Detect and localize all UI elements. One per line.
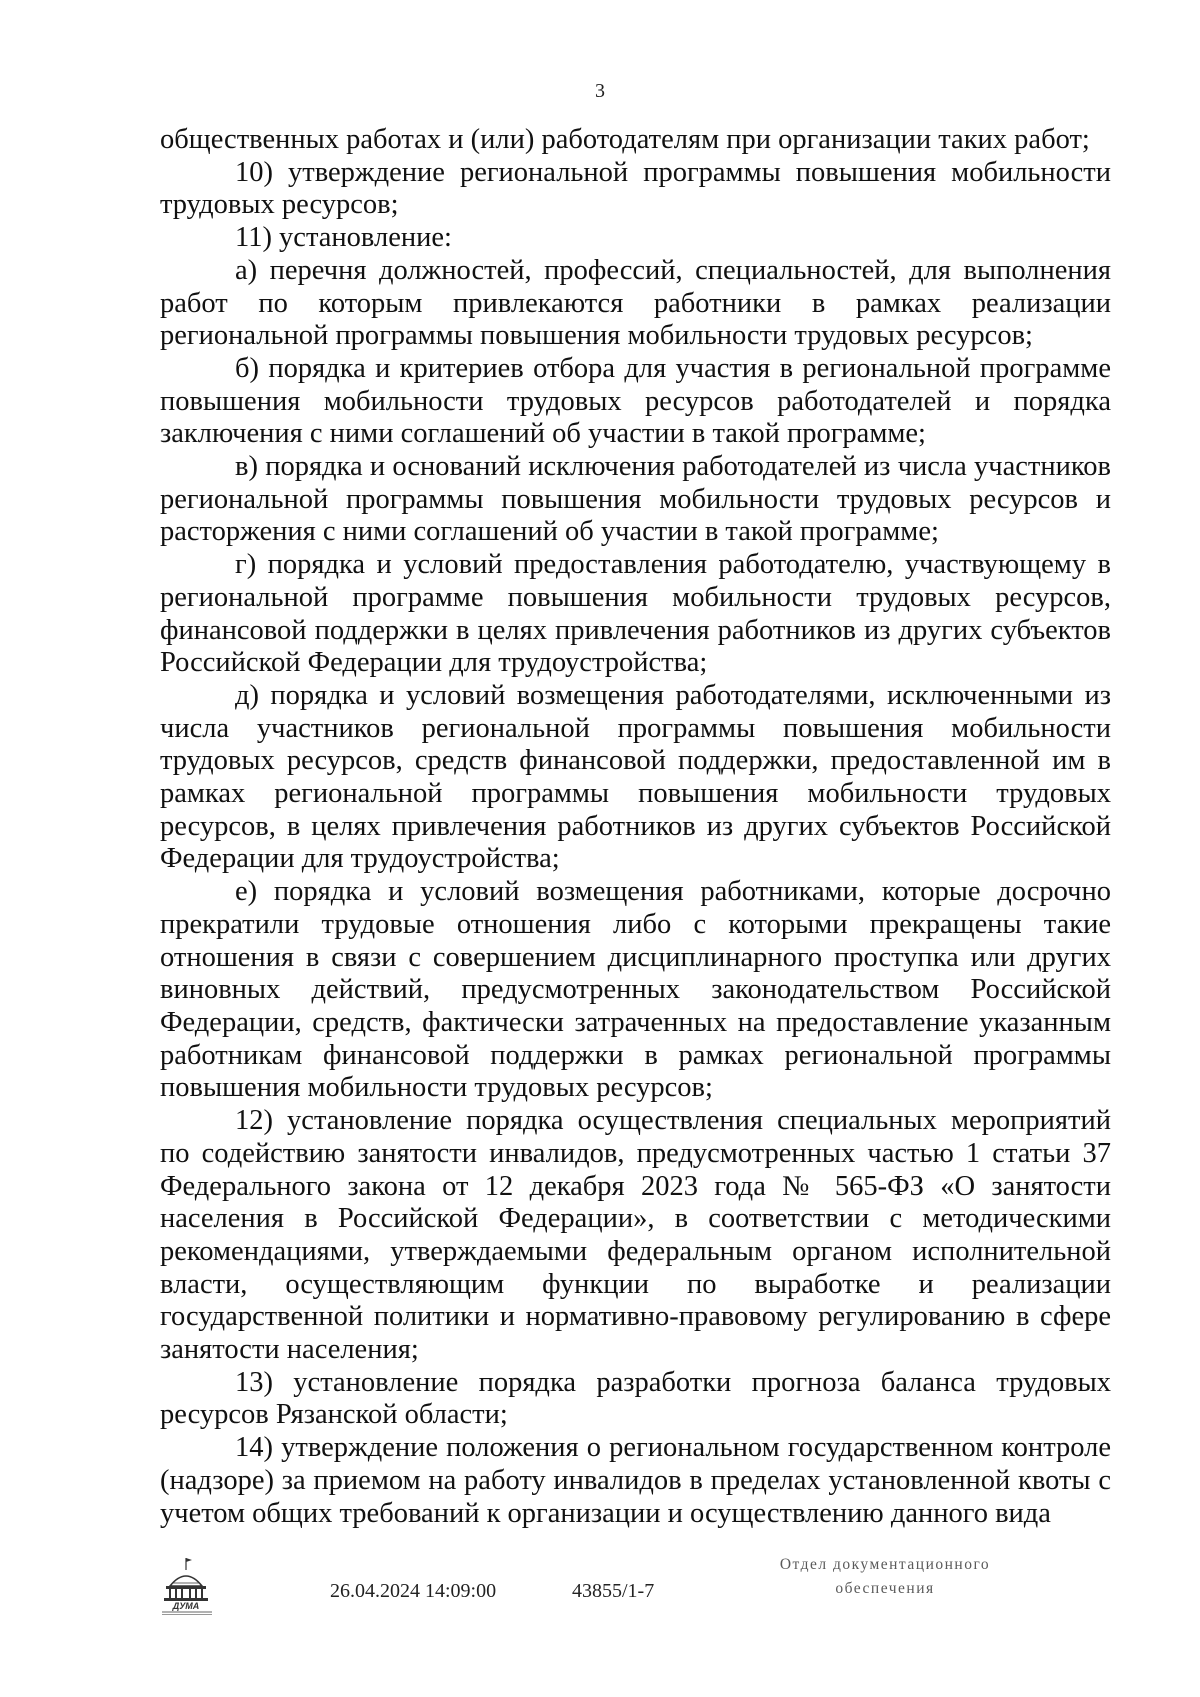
paragraph-item-12: 12) установление порядка осуществления специальных мероприятий по содействию занятости инвалидов, предусмотренных частью 1 статьи 37 Федерального закона от 12 декабря 2023 года № 565-ФЗ «О занятости населения в Российской Федерации», в соответствии с методическими рекомендациями, утверждаемыми федеральным органом исполнительной власти, осуществляющим функции по выработке и реализации государственной политики и нормативно-правовому регулированию в сфере занятости населения;: [160, 1105, 1111, 1366]
document-body: [160, 124, 1111, 1530]
footer-registration-number: 43855/1-7: [572, 1580, 655, 1602]
paragraph-subitem-v: в) порядка и оснований исключения работодателей из числа участников региональной программы повышения мобильности трудовых ресурсов и расторжения с ними соглашений об участии в такой программе;: [160, 451, 1111, 548]
paragraph-item-11: 11) установление:: [235, 222, 452, 254]
logo-lettering: ДУМА: [172, 1601, 200, 1611]
paragraph-subitem-d: д) порядка и условий возмещения работодателями, исключенными из числа участников региональной программы повышения мобильности трудовых ресурсов, средств финансовой поддержки, предоставленной им в рамках региональной программы повышения мобильности трудовых ресурсов, в целях привлечения работников из других субъектов Российской Федерации для трудоустройства;: [160, 679, 1111, 875]
paragraph-item-10: 10) утверждение региональной программы повышения мобильности трудовых ресурсов;: [160, 156, 1111, 221]
stamp-line-2: обеспечения: [835, 1580, 935, 1597]
page-number: 3: [595, 80, 605, 102]
paragraph-subitem-g: г) порядка и условий предоставления работодателю, участвующему в региональной программе повышения мобильности трудовых ресурсов, финансовой поддержки в целях привлечения работников из других субъектов Российской Федерации для трудоустройства;: [160, 549, 1111, 679]
paragraph-item-14: 14) утверждение положения о региональном государственном контроле (надзоре) за приемом на работу инвалидов в пределах установленной квоты с учетом общих требований к организации и осуществлению данного вида: [160, 1432, 1111, 1529]
paragraph-continuation: общественных работах и (или) работодателям при организации таких работ;: [160, 124, 1090, 155]
paragraph-subitem-a: а) перечня должностей, профессий, специальностей, для выполнения работ по которым привлекаются работники в рамках реализации региональной программы повышения мобильности трудовых ресурсов;: [160, 254, 1111, 352]
department-stamp: [745, 1553, 1025, 1601]
stamp-line-1: Отдел документационного: [779, 1556, 991, 1573]
paragraph-item-13: 13) установление порядка разработки прогноза баланса трудовых ресурсов Рязанской области;: [160, 1366, 1111, 1431]
duma-logo-icon: [160, 1556, 216, 1616]
paragraph-subitem-e: е) порядка и условий возмещения работниками, которые досрочно прекратили трудовые отношения либо с которыми прекращены такие отношения в связи с совершением дисциплинарного проступка или других виновных действий, предусмотренных законодательством Российской Федерации, средств, фактически затраченных на предоставление указанным работникам финансовой поддержки в рамках региональной программы повышения мобильности трудовых ресурсов;: [160, 876, 1111, 1104]
footer-datetime: 26.04.2024 14:09:00: [330, 1580, 497, 1602]
paragraph-subitem-b: б) порядка и критериев отбора для участия в региональной программе повышения мобильности трудовых ресурсов работодателей и порядка заключения с ними соглашений об участии в такой программе;: [160, 352, 1111, 450]
